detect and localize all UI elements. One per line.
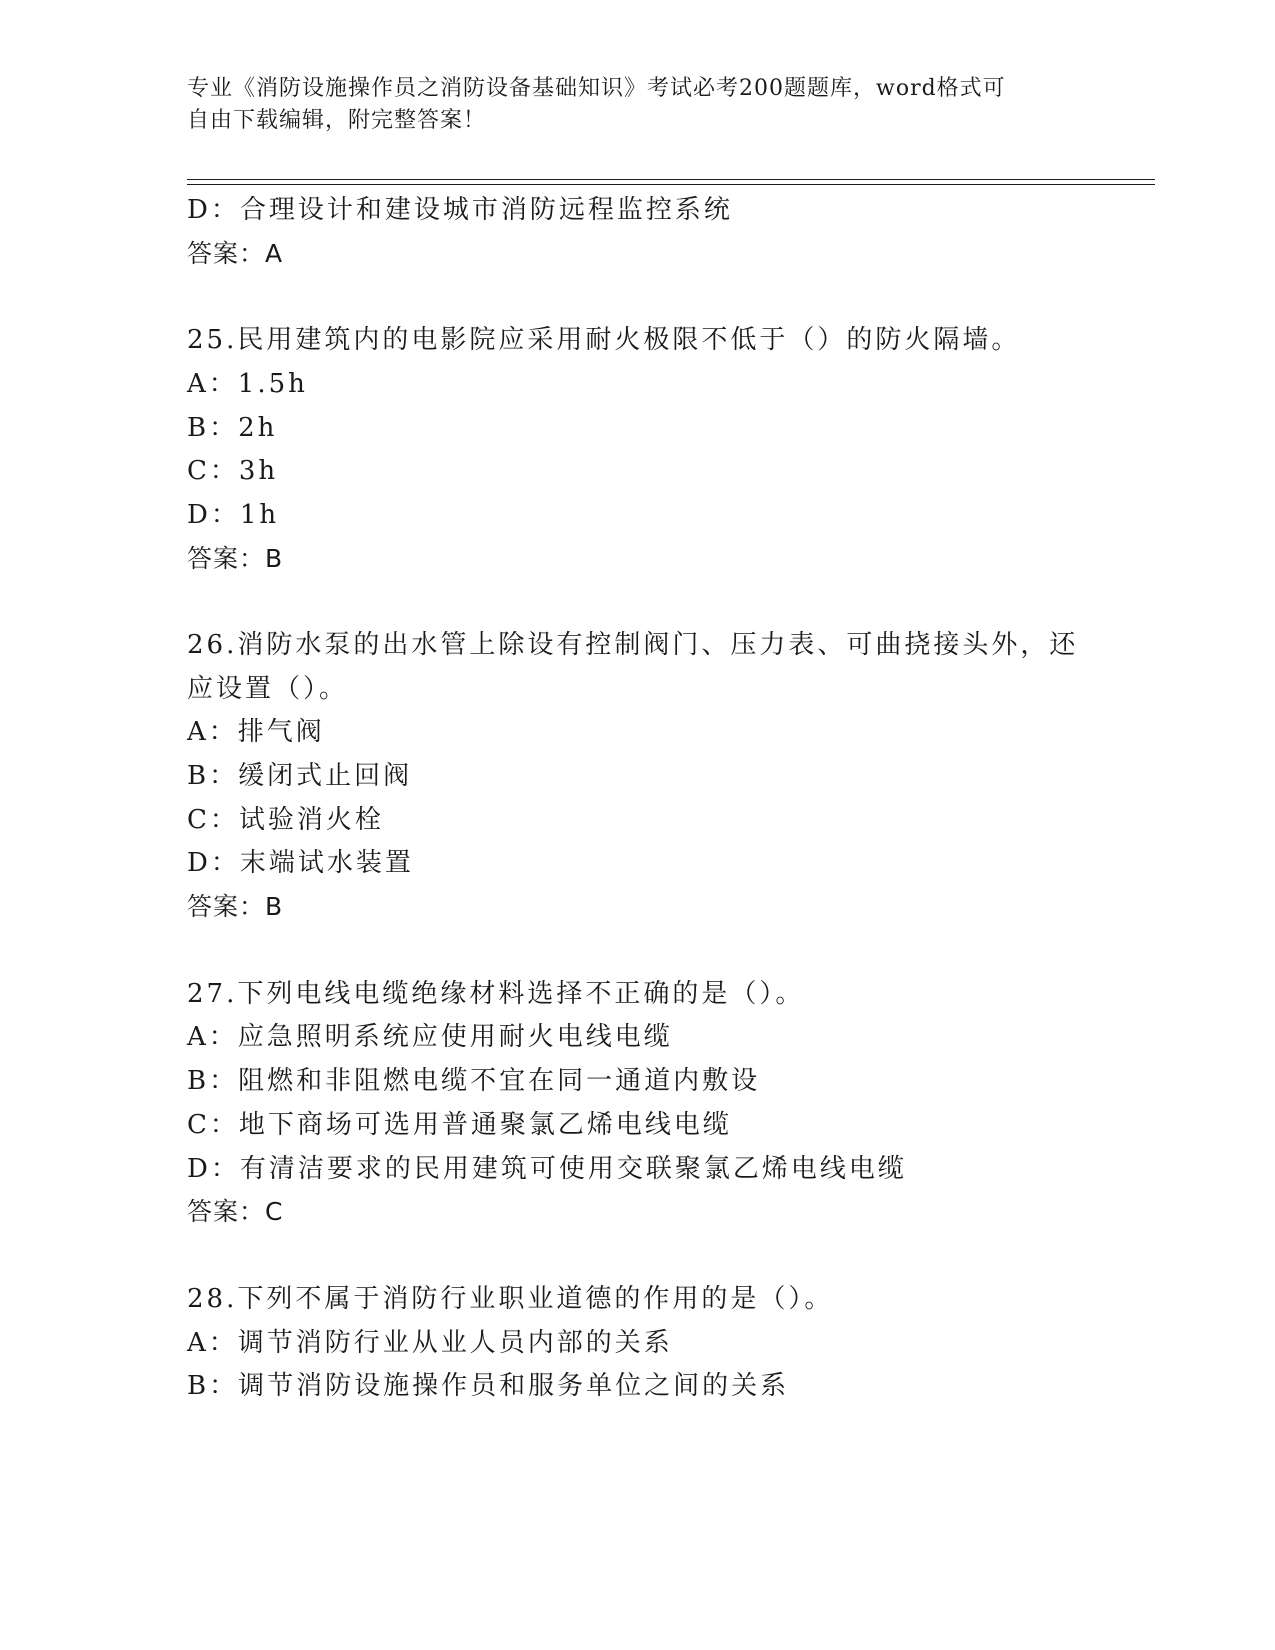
- question-28-option-a: A：调节消防行业从业人员内部的关系: [187, 1328, 673, 1358]
- question-25-option-a: A：1.5h: [187, 369, 308, 399]
- header-line-1: 专业《消防设施操作员之消防设备基础知识》考试必考200题题库，word格式可: [187, 76, 1006, 101]
- header-divider-bottom: [187, 184, 1155, 185]
- question-27-option-c: C：地下商场可选用普通聚氯乙烯电线电缆: [187, 1110, 732, 1140]
- header-line-2: 自由下载编辑，附完整答案！: [187, 108, 487, 133]
- question-26-option-d: D：末端试水装置: [187, 848, 414, 878]
- question-27-option-a: A：应急照明系统应使用耐火电线电缆: [187, 1022, 673, 1052]
- question-25-stem: 25.民用建筑内的电影院应采用耐火极限不低于（）的防火隔墙。: [187, 325, 1021, 355]
- question-25-answer: 答案：B: [187, 544, 284, 573]
- question-26-answer: 答案：B: [187, 892, 284, 921]
- question-28-stem: 28.下列不属于消防行业职业道德的作用的是（）。: [187, 1284, 834, 1314]
- question-26-stem-line-1: 26.消防水泵的出水管上除设有控制阀门、压力表、可曲挠接头外，还: [187, 630, 1079, 660]
- document-header: [187, 73, 1087, 137]
- question-26-stem-line-2: 应设置（）。: [187, 674, 349, 704]
- question-28-option-b: B：调节消防设施操作员和服务单位之间的关系: [187, 1371, 790, 1401]
- question-25-option-d: D：1h: [187, 500, 280, 530]
- question-26-option-b: B：缓闭式止回阀: [187, 761, 413, 791]
- question-26-option-c: C：试验消火栓: [187, 805, 384, 835]
- question-25-option-b: B：2h: [187, 413, 278, 443]
- prev-answer: 答案：A: [187, 239, 284, 268]
- question-25-option-c: C：3h: [187, 456, 279, 486]
- question-27-option-b: B：阻燃和非阻燃电缆不宜在同一通道内敷设: [187, 1066, 761, 1096]
- question-27-option-d: D：有清洁要求的民用建筑可使用交联聚氯乙烯电线电缆: [187, 1154, 907, 1184]
- prev-option-d: D：合理设计和建设城市消防远程监控系统: [187, 195, 733, 225]
- question-27-answer: 答案：C: [187, 1197, 284, 1226]
- question-26-option-a: A：排气阀: [187, 717, 325, 747]
- header-divider-top: [187, 179, 1155, 180]
- question-27-stem: 27.下列电线电缆绝缘材料选择不正确的是（）。: [187, 979, 805, 1009]
